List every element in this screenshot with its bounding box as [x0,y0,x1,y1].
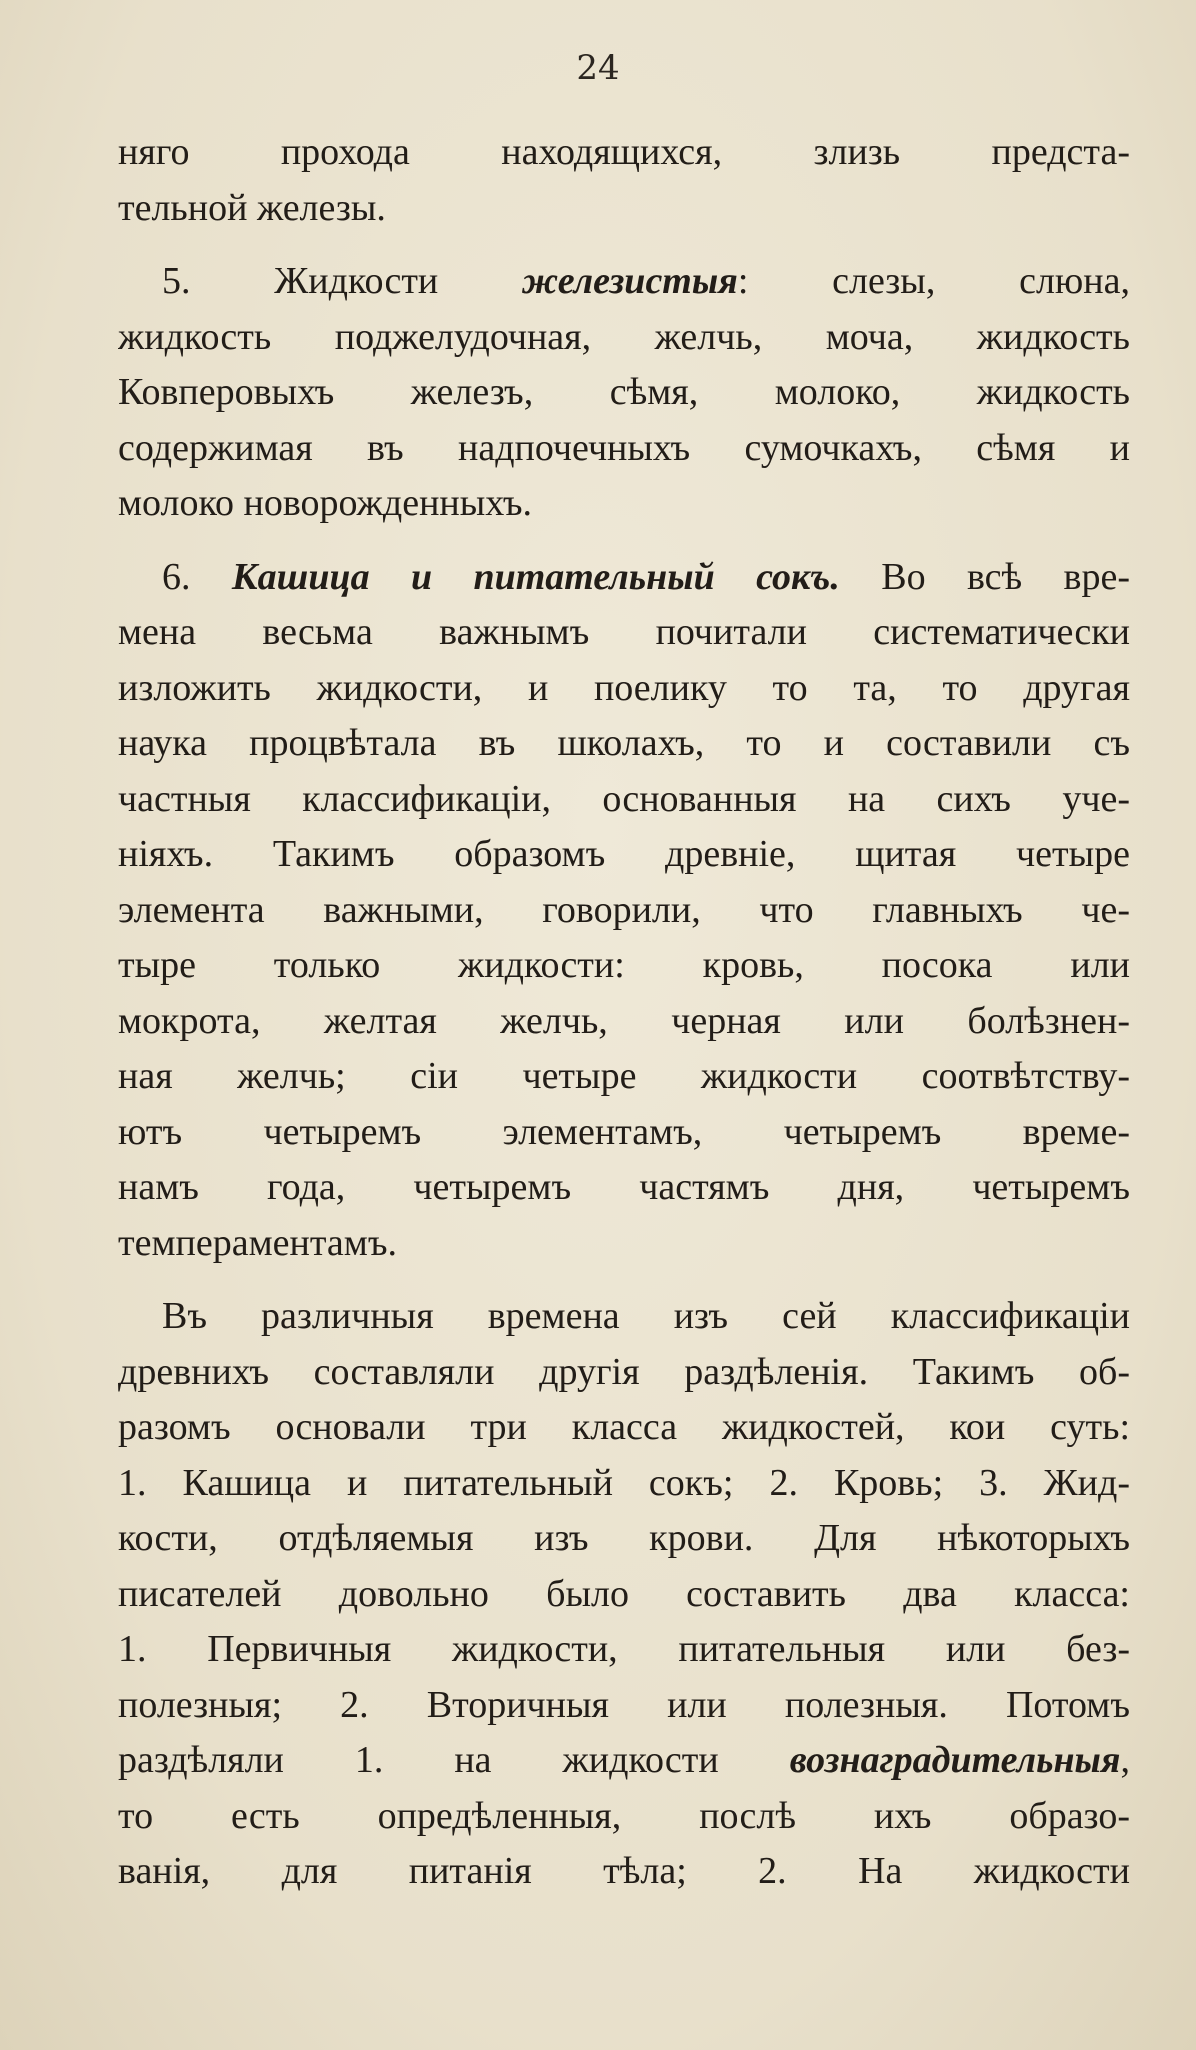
text-line [118,254,1130,310]
text-line: писателей довольно было составить два класса: [118,1572,1130,1615]
paragraph-continuation [118,125,1130,236]
text-line: полезныя; 2. Вторичныя или полезныя. Потомъ [118,1683,1130,1726]
emphasized-term: Кашица и питательный сокъ. [231,555,840,598]
body-text [118,125,1130,1900]
text-line: няго прохода находящихся, злизь предста- [118,131,1130,173]
text-line: 1. Первичныя жидкости, питательныя или без- [118,1628,1130,1670]
emphasized-term: вознаградительныя [789,1739,1121,1781]
text-line: мена весьма важнымъ почитали систематически [118,611,1130,653]
text-line: Въ различныя времена изъ сей классификаціи [162,1295,1130,1337]
paragraph-item-6 [118,550,1130,1272]
page-number: 24 [576,48,620,88]
text-line: древнихъ составляли другія раздѣленія. Такимъ об- [118,1350,1130,1393]
text-line: разомъ основали три класса жидкостей, кои суть: [118,1406,1130,1448]
text-line: темпераментамъ. [118,1221,397,1264]
text-line: ютъ четыремъ элементамъ, четыремъ време- [118,1110,1130,1153]
text-line: тельной железы. [118,186,386,229]
text-line: Ковперовыхъ железъ, сѣмя, молоко, жидкость [118,371,1130,413]
text-line: кости, отдѣляемыя изъ крови. Для нѣкоторыхъ [118,1517,1130,1559]
paragraph-item-5 [118,254,1130,532]
item-number: 5. Жидкости [162,260,523,302]
line-head: раздѣляли 1. на жидкости [118,1739,790,1781]
text-line: то есть опредѣленныя, послѣ ихъ образо- [118,1794,1130,1837]
text-line [118,550,1130,606]
line-tail: , [1120,1739,1130,1781]
text-line [118,1733,1130,1789]
emphasized-term: железистыя [522,260,738,302]
line-tail: Во всѣ вре- [839,555,1130,598]
line-tail: : слезы, слюна, [737,260,1130,302]
text-line: ванія, для питанія тѣла; 2. На жидкости [118,1850,1130,1892]
text-line: тыре только жидкости: кровь, посока или [118,944,1130,986]
text-line: молоко новорожденныхъ. [118,482,532,524]
text-line: ніяхъ. Такимъ образомъ древніе, щитая четыре [118,833,1130,875]
item-number: 6. [162,555,232,598]
text-line: элемента важными, говорили, что главныхъ че- [118,888,1130,931]
text-line: ная желчь; сіи четыре жидкости соотвѣтству- [118,1055,1130,1097]
text-line: частныя классификаціи, основанныя на сихъ уче- [118,777,1130,820]
text-line: мокрота, желтая желчь, черная или болѣзнен- [118,999,1130,1042]
paragraph-classifications [118,1289,1130,1900]
text-line: 1. Кашица и питательный сокъ; 2. Кровь; 3. Жид- [118,1461,1130,1504]
text-line: намъ года, четыремъ частямъ дня, четыремъ [118,1166,1130,1208]
text-line: изложить жидкости, и поелику то та, то другая [118,666,1130,709]
text-line: наука процвѣтала въ школахъ, то и составили съ [118,722,1130,764]
text-line: жидкость поджелудочная, желчь, моча, жидкость [118,315,1130,358]
text-line: содержимая въ надпочечныхъ сумочкахъ, сѣмя и [118,426,1130,469]
